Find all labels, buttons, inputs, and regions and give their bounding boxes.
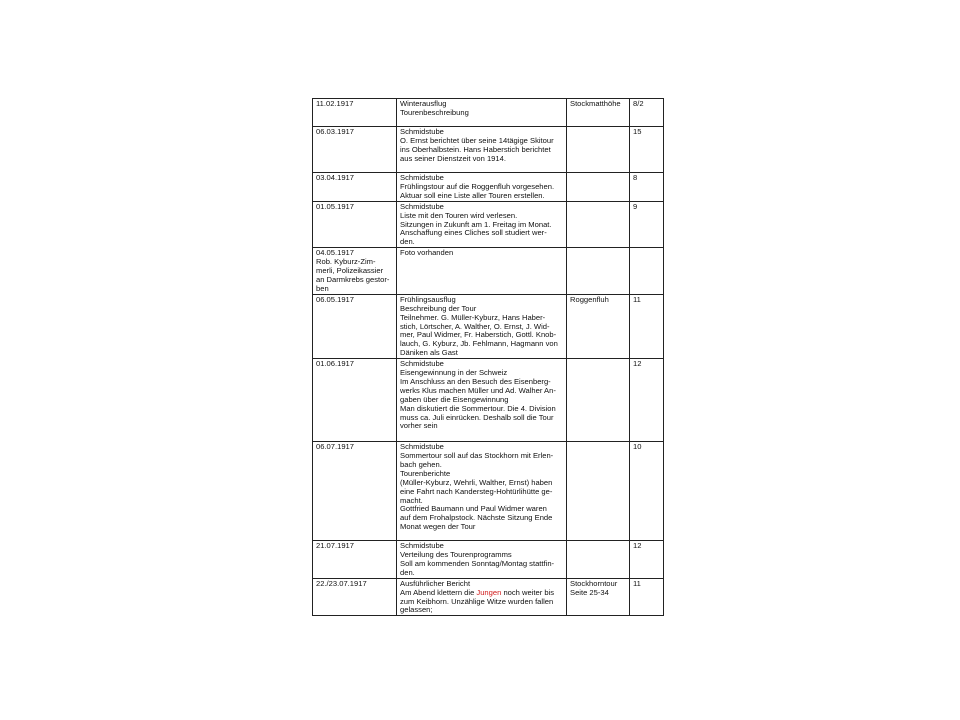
cell-line: 12 <box>633 359 642 369</box>
cell-line: aus seiner Dienstzeit von 1914. <box>400 153 506 163</box>
date-cell <box>313 99 397 127</box>
description-cell <box>397 578 567 616</box>
number-cell <box>630 359 664 442</box>
cell-line: Anschaffung eines Cliches soll studiert wer- <box>400 228 547 238</box>
table-body <box>313 99 664 616</box>
cell-line: Tourenbeschreibung <box>400 107 469 117</box>
cell-line: macht. <box>400 495 423 505</box>
cell-line: Monat wegen der Tour <box>400 522 476 532</box>
number-cell <box>630 541 664 579</box>
cell-line: 8 <box>633 173 638 182</box>
cell-line: Stockhorntour <box>570 578 618 588</box>
cell-line: stich, Lörtscher, A. Walther, O. Ernst, J. Wid- <box>400 321 550 331</box>
highlighted-word: Jungen <box>476 587 502 597</box>
description-cell <box>397 99 567 127</box>
line-text: noch weiter bis <box>501 587 555 597</box>
cell-line: Soll am kommenden Sonntag/Montag stattfin- <box>400 558 555 568</box>
cell-line: mer, Paul Widmer, Fr. Haberstich, Gottl. Knob- <box>400 330 557 340</box>
description-cell <box>397 294 567 358</box>
description-cell <box>397 173 567 202</box>
cell-line: eine Fahrt nach Kandersteg-Hohtürlihütte ge- <box>400 486 553 496</box>
cell-line: Man diskutiert die Sommertour. Die 4. Division <box>400 403 556 413</box>
number-cell <box>630 201 664 248</box>
cell-line: den. <box>400 237 415 247</box>
date-cell <box>313 127 397 173</box>
table-row <box>313 442 664 541</box>
cell-line: 06.07.1917 <box>316 442 355 452</box>
cell-line: 01.06.1917 <box>316 359 355 369</box>
cell-line: 11.02.1917 <box>316 99 354 108</box>
place-cell <box>567 578 630 616</box>
cell-line: Foto vorhanden <box>400 248 454 258</box>
cell-line: Roggenfluh <box>570 294 609 304</box>
cell-line: ins Oberhalbstein. Hans Haberstich berichtet <box>400 144 551 154</box>
cell-line: Im Anschluss an den Besuch des Eisenberg- <box>400 376 551 386</box>
place-cell <box>567 541 630 579</box>
cell-line: Eisengewinnung in der Schweiz <box>400 368 508 378</box>
cell-line: Beschreibung der Tour <box>400 303 477 313</box>
date-cell <box>313 359 397 442</box>
place-cell <box>567 99 630 127</box>
cell-line: Schmidstube <box>400 127 444 136</box>
cell-line: Tourenberichte <box>400 468 451 478</box>
cell-line: auf dem Frohalpstock. Nächste Sitzung Ende <box>400 513 553 523</box>
line-text: Am Abend klettern die <box>400 587 477 597</box>
table-row <box>313 359 664 442</box>
cell-line: 03.04.1917 <box>316 173 355 182</box>
place-cell <box>567 248 630 295</box>
cell-line: 22./23.07.1917 <box>316 578 367 588</box>
description-cell <box>397 359 567 442</box>
date-cell <box>313 294 397 358</box>
table-row <box>313 201 664 248</box>
cell-line: 06.03.1917 <box>316 127 355 136</box>
description-cell <box>397 541 567 579</box>
table-row <box>313 248 664 295</box>
cell-line: 06.05.1917 <box>316 294 355 304</box>
place-cell <box>567 173 630 202</box>
place-cell <box>567 359 630 442</box>
cell-line: gaben über die Eisengewinnung <box>400 394 509 404</box>
table-row <box>313 173 664 202</box>
cell-line: 8/2 <box>633 99 644 108</box>
cell-line: Sommertour soll auf das Stockhorn mit Erlen- <box>400 451 554 461</box>
place-cell <box>567 201 630 248</box>
cell-line: werks Klus machen Müller und Ad. Walher An- <box>400 385 556 395</box>
protocol-table <box>312 98 664 616</box>
date-cell <box>313 541 397 579</box>
cell-line: Frühlingstour auf die Roggenfluh vorgesehen. <box>400 181 555 191</box>
cell-line: Gottfried Baumann und Paul Widmer waren <box>400 504 547 514</box>
cell-line: 12 <box>633 541 642 551</box>
cell-line: (Müller-Kyburz, Wehrli, Walther, Ernst) haben <box>400 477 553 487</box>
cell-line: an Darmkrebs gestor- <box>316 274 390 284</box>
cell-line: bach gehen. <box>400 459 442 469</box>
place-cell <box>567 294 630 358</box>
number-cell <box>630 442 664 541</box>
cell-line: Teilnehmer. G. Müller-Kyburz, Hans Haber- <box>400 312 546 322</box>
date-cell <box>313 173 397 202</box>
cell-line: O. Ernst berichtet über seine 14tägige Skitour <box>400 135 554 145</box>
number-cell <box>630 173 664 202</box>
table-row <box>313 99 664 127</box>
description-cell <box>397 127 567 173</box>
cell-line: 11 <box>633 578 641 588</box>
cell-line: Seite 25-34 <box>570 587 609 597</box>
number-cell <box>630 248 664 295</box>
place-cell <box>567 442 630 541</box>
cell-line: Schmidstube <box>400 442 444 452</box>
cell-line: vorher sein <box>400 421 438 431</box>
cell-line: Rob. Kyburz-Zim- <box>316 257 376 267</box>
date-cell <box>313 442 397 541</box>
cell-line: Frühlingsausflug <box>400 294 456 304</box>
date-cell <box>313 201 397 248</box>
description-cell <box>397 248 567 295</box>
cell-line: Ausführlicher Bericht <box>400 578 471 588</box>
cell-line: Schmidstube <box>400 173 444 182</box>
cell-line: Verteilung des Tourenprogramms <box>400 550 512 560</box>
cell-line: merli, Polizeikassier <box>316 266 384 276</box>
cell-line: Liste mit den Touren wird verlesen. <box>400 210 518 220</box>
cell-line: Aktuar soll eine Liste aller Touren erstellen. <box>400 190 545 200</box>
table-row <box>313 127 664 173</box>
description-cell <box>397 442 567 541</box>
number-cell <box>630 99 664 127</box>
number-cell <box>630 127 664 173</box>
table-row <box>313 541 664 579</box>
cell-line: 04.05.1917 <box>316 248 355 258</box>
cell-line: lauch, G. Kyburz, Jb. Fehlmann, Hagmann von <box>400 339 558 349</box>
cell-line: gelassen; <box>400 605 433 615</box>
cell-line: Schmidstube <box>400 541 444 551</box>
cell-line: Däniken als Gast <box>400 348 458 358</box>
cell-line: 9 <box>633 201 638 211</box>
table-row <box>313 578 664 616</box>
cell-line: ben <box>316 283 329 293</box>
cell-line: 01.05.1917 <box>316 201 355 211</box>
number-cell <box>630 294 664 358</box>
cell-line: 21.07.1917 <box>316 541 355 551</box>
cell-line: muss ca. Juli einrücken. Deshalb soll die Tour <box>400 412 554 422</box>
cell-line: Sitzungen in Zukunft am 1. Freitag im Monat. <box>400 219 552 229</box>
date-cell <box>313 578 397 616</box>
description-cell <box>397 201 567 248</box>
cell-line: 10 <box>633 442 642 452</box>
table-row <box>313 294 664 358</box>
number-cell <box>630 578 664 616</box>
cell-line: 15 <box>633 127 642 136</box>
cell-line: den. <box>400 567 415 577</box>
cell-line: Schmidstube <box>400 201 444 211</box>
date-cell <box>313 248 397 295</box>
cell-line: Schmidstube <box>400 359 444 369</box>
cell-line: zum Keibhorn. Unzählige Witze wurden fallen <box>400 596 554 606</box>
cell-line: 11 <box>633 294 641 304</box>
cell-line: Stockmatthöhe <box>570 99 621 108</box>
place-cell <box>567 127 630 173</box>
cell-line: Winterausflug <box>400 99 447 108</box>
